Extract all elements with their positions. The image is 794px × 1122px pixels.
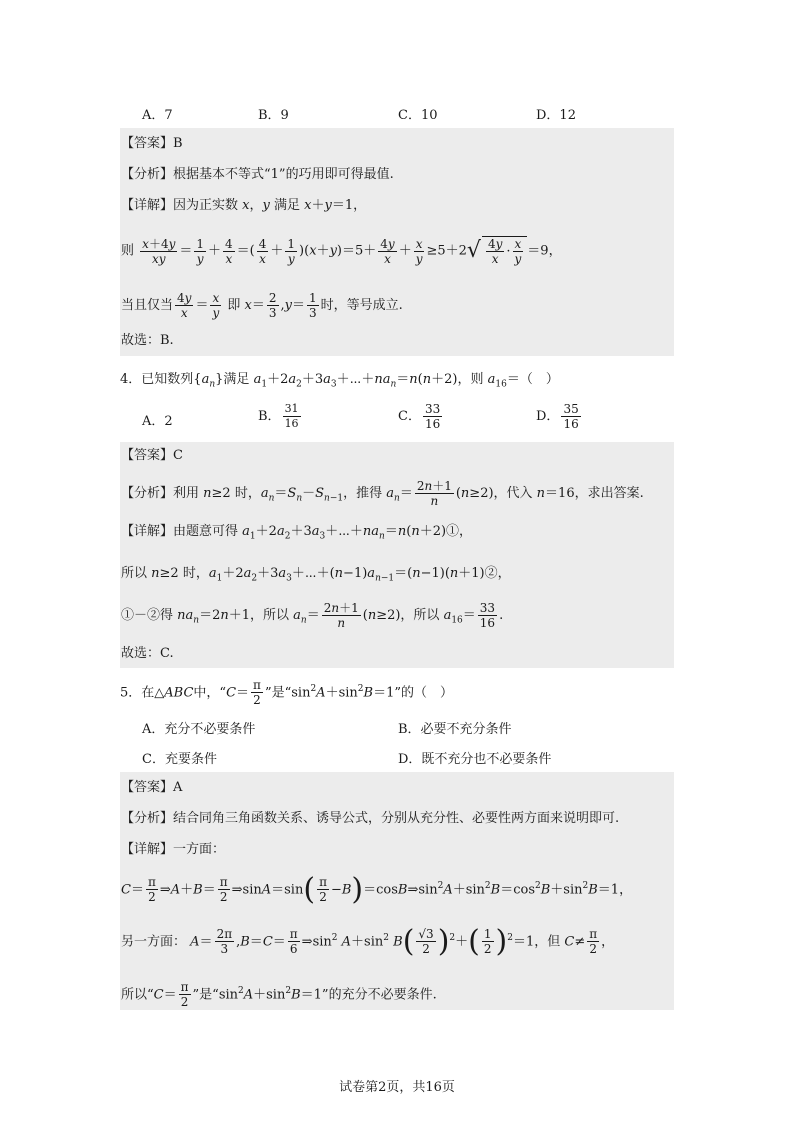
q4-stem-mid: 满足 bbox=[223, 372, 250, 387]
q4-option-b: B． $\frac{31}{16}$ bbox=[258, 402, 299, 430]
q5-analysis-line: 【分析】结合同角三角函数关系、诱导公式，分别从充分性、必要性两方面来说明即可. bbox=[121, 811, 620, 826]
q5-conclusion-line: 所以“C＝ $\frac{\pi}{2}$ ”是“$\sin^2A+\sin^2B=1$”的充分不必要条件. bbox=[121, 980, 437, 1010]
q4-analysis-suffix: ，求出答案. bbox=[574, 486, 644, 501]
solution-block-q4 bbox=[120, 442, 674, 668]
q5-conclusion-end: ”的充分不必要条件. bbox=[321, 987, 437, 1003]
equality-prefix: 当且仅当 bbox=[121, 298, 174, 313]
q4-so-prefix: 所以 bbox=[121, 566, 148, 581]
q5-conclusion-shi: ”是“ bbox=[192, 987, 219, 1003]
q4-option-d-label: D． bbox=[536, 409, 560, 424]
analysis-line: 【分析】根据基本不等式“1”的巧用即可得最值. bbox=[121, 167, 394, 182]
option-c: C．10 bbox=[398, 108, 438, 123]
q4-option-d: D． $\frac{35}{16}$ bbox=[536, 402, 579, 431]
q4-option-b-label: B． bbox=[258, 409, 281, 424]
q5-other-line: 另一方面： A＝ $\frac{2\pi}{3}$ ,B＝C＝ $\frac{\pi}{6}$ $\Rightarrow\sin^2$ $A+\sin^2$ B( $\frac{√3}{2}$ )$^2$＋( $\frac{1}{2}$ )$^2$＝1，但 C≠ $\frac{\pi}{2}$ ， bbox=[121, 923, 615, 959]
q5-option-c: C．充要条件 bbox=[142, 752, 217, 767]
q4-subtract-prefix: ①－②得 bbox=[121, 608, 174, 623]
q5-option-d: D．既不充分也不必要条件 bbox=[398, 752, 552, 767]
q4-option-c-label: C． bbox=[398, 409, 421, 424]
detail-line: 【详解】因为正实数 x，y 满足 x＋y＝1， bbox=[121, 198, 367, 213]
detail-intro: 【详解】因为正实数 bbox=[121, 198, 239, 213]
q4-answer-line: 【答案】C bbox=[121, 448, 183, 463]
formula-line: 则 $\frac{x+4y}{xy}$ ＝ $\frac{1}{y}$ ＋ $\frac{4}{x}$ ＝( $\frac{4}{x}$ ＋ $\frac{1}{y}$ )(x＋y)＝5＋ $\frac{4y}{x}$ ＋ $\frac{x}{y}$ ≥5＋2√ $\frac{4y}{x}$ · $\frac{x}{y}$ ＝9， bbox=[121, 236, 562, 266]
q5-conclusion-prefix: 所以“ bbox=[121, 987, 154, 1003]
option-d: D．12 bbox=[536, 108, 576, 123]
q4-detail-line: 【详解】由题意可得 $a_1+2a_2+3a_3+\cdots+na_n=n(n+2)①$， bbox=[121, 524, 473, 542]
q4-choose-line: 故选：C. bbox=[121, 646, 174, 661]
q4-stem-then: ，则 bbox=[457, 372, 484, 387]
q4-stem-end: （ ） bbox=[519, 372, 559, 387]
option-b: B．9 bbox=[258, 108, 289, 123]
option-a: A．7 bbox=[142, 108, 173, 123]
question-5-stem: 5．在△ABC中，“C＝ $\frac{\pi}{2}$ ”是“$\sin^2A+\sin^2B=1$”的（ ） bbox=[120, 678, 453, 708]
q5-detail-line: 【详解】一方面： bbox=[121, 842, 226, 857]
q5-stem-end: ”的（ ） bbox=[394, 685, 453, 701]
q4-so-line: 所以 n≥2 时，$a_1+2a_2+3a_3+\cdots+(n-1)a_{n-1}=(n-1)(n+1)②$， bbox=[121, 566, 511, 584]
equality-line: 当且仅当 $\frac{4y}{x}$ ＝ $\frac{x}{y}$ 即 x＝ $\frac{2}{3}$ ,y＝ $\frac{1}{3}$ 时，等号成立. bbox=[121, 291, 403, 320]
answer-line: 【答案】B bbox=[121, 136, 183, 151]
question-4-stem: 4．已知数列$\{a_n\}$满足 $a_1+2a_2+3a_3+\cdots+na_n=n(n+2)$，则 $a_{16}=$（ ） bbox=[120, 372, 559, 390]
q5-option-a: A．充分不必要条件 bbox=[142, 722, 256, 737]
q4-analysis-line: 【分析】利用 n≥2 时，$a_n=S_n-S_{n-1}$，推得 $a_n=$ $\frac{2n+1}{n}$ (n≥2)，代入 n＝16，求出答案. bbox=[121, 479, 644, 508]
q4-option-a: A．2 bbox=[142, 414, 173, 429]
page-footer: 试卷第2页，共16页 bbox=[339, 1080, 455, 1095]
q5-formula-line: C＝ $\frac{\pi}{2}$ ⇒A＋B＝ $\frac{\pi}{2}$ ⇒sinA＝sin( $\frac{\pi}{2}$ $-B)=\cos B\Rightarrow\sin^2A+\sin^2B=\cos^2B+\sin^2B=1$， bbox=[121, 871, 633, 907]
q5-stem-mid: 中，“ bbox=[193, 685, 227, 701]
q4-stem-prefix: 4．已知数列 bbox=[120, 372, 194, 387]
then-label: 则 bbox=[121, 243, 135, 259]
q4-option-c: C． $\frac{33}{16}$ bbox=[398, 402, 441, 431]
q5-stem-prefix: 5．在 bbox=[120, 685, 155, 701]
q4-detail-prefix: 【详解】由题意可得 bbox=[121, 524, 239, 539]
q4-analysis-prefix: 【分析】利用 bbox=[121, 486, 200, 501]
q5-answer-line: 【答案】A bbox=[121, 780, 183, 795]
q5-option-b: B．必要不充分条件 bbox=[398, 722, 512, 737]
equality-suffix: 时，等号成立. bbox=[320, 298, 403, 313]
q5-other-side: 另一方面： bbox=[121, 934, 187, 950]
q5-stem-shi: ”是“ bbox=[264, 685, 292, 701]
choose-line: 故选：B. bbox=[121, 333, 174, 348]
q4-subtract-line: ①－②得 $na_n=2n+1$，所以 $a_n=$ $\frac{2n+1}{n}$ (n≥2)，所以 $a_{16}=$ $\frac{33}{16}$ . bbox=[121, 601, 504, 630]
